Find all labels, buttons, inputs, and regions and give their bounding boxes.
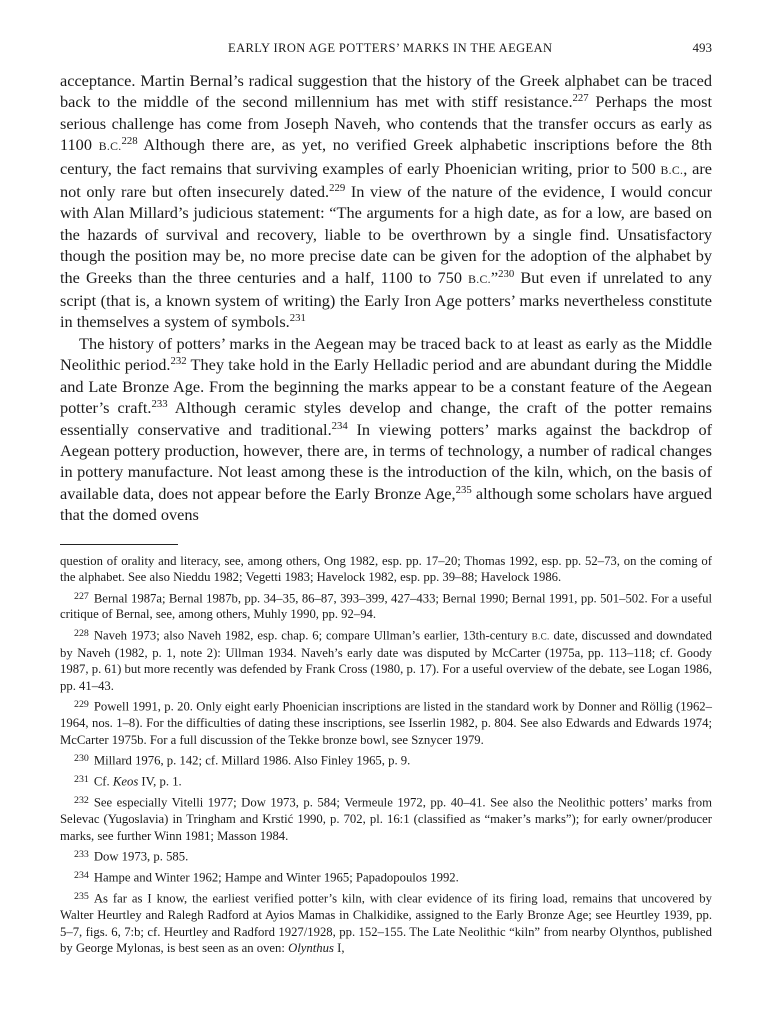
footnotes	[60, 553, 712, 957]
footnote-text: I,	[333, 941, 345, 956]
footnote-text: Millard 1976, p. 142; cf. Millard 1986. Also Finley 1965, p. 9.	[93, 753, 411, 768]
footnote-ref-230[interactable]: 230	[498, 267, 515, 280]
footnote-234	[60, 868, 712, 886]
footnote-number: 233	[74, 849, 89, 861]
footnote-233	[60, 847, 712, 865]
text-run: acceptance. Martin Bernal’s radical suggestion that the history of the Greek alphabet can be traced back to the middle of the second millennium has met with stiff resistance.	[60, 71, 712, 112]
paragraph-2	[60, 333, 712, 526]
era-abbrev: B.C.	[468, 272, 491, 286]
footnote-number: 228	[74, 627, 89, 639]
footnote-229	[60, 697, 712, 748]
main-text	[60, 70, 712, 526]
book-title: Olynthus	[288, 941, 334, 956]
footnote-235	[60, 889, 712, 956]
text-run: Although ceramic styles develop and change, the craft of the potter remains essentially conservative and traditional.	[60, 398, 713, 439]
paragraph-1	[60, 70, 712, 333]
page	[60, 40, 712, 960]
footnote-text: Powell 1991, p. 20. Only eight early Phoenician inscriptions are listed in the standard work by Donner and Röllig (1962–1964, nos. 1–8). For the difficulties of dating these inscriptions, see Isserlin 1982, p. 804. See also Edwards and Edwards 1974; McCarter 1975b. For a full discussion of the Tekke bronze bowl, see Sznycer 1979.	[60, 699, 712, 747]
footnote-number: 234	[74, 870, 89, 882]
footnote-ref-234[interactable]: 234	[331, 419, 348, 432]
footnote-number: 229	[74, 699, 89, 711]
footnote-231	[60, 772, 712, 790]
text-run: Although there are, as yet, no verified Greek alphabetic inscriptions before the 8th century, the fact remains that surviving examples of early Phoenician writing, prior to 500	[60, 135, 713, 178]
page-header	[60, 40, 712, 56]
footnote-ref-232[interactable]: 232	[170, 355, 187, 368]
footnote-228	[60, 626, 712, 694]
footnote-number: 235	[74, 891, 89, 903]
footnote-number: 230	[74, 753, 89, 765]
footnote-ref-229[interactable]: 229	[329, 182, 346, 195]
text-run: , are not only rare but often insecurely dated.	[60, 158, 712, 202]
footnote-text: As far as I know, the earliest verified potter’s kiln, with clear evidence of its firing load, remains that uncovered by Walter Heurtley and Ralegh Radford at Ayios Mamas in Chalkidike, assigned to the Early Bronze Age; see Heurtley 1939, pp. 5–7, figs. 6, 7:b; cf. Heurtley and Radford 1927/1928, pp. 152–155. The Late Neolithic “kiln” from nearby Olynthos, published by George Mylonas, is best seen as an oven:	[60, 891, 712, 956]
footnote-number: 227	[74, 590, 89, 602]
text-run: ”	[490, 267, 499, 287]
era-abbrev: B.C.	[98, 140, 122, 154]
footnote-232	[60, 793, 712, 844]
text-run: The history of potters’ marks in the Aegean may be traced back to at least as early as the Middle Neolithic period.	[60, 333, 712, 375]
footnote-number: 231	[74, 774, 89, 786]
footnote-ref-227[interactable]: 227	[572, 92, 589, 105]
footnote-text: See especially Vitelli 1977; Dow 1973, p. 584; Vermeule 1972, pp. 40–41. See also the Neolithic potters’ marks from Selevac (Yugoslavia) in Tringham and Krstić 1990, p. 702, pl. 16:1 (classified as “maker’s marks”); for early owner/producer marks, see further Winn 1981; Masson 1984.	[60, 795, 712, 843]
running-head: EARLY IRON AGE POTTERS’ MARKS IN THE AEGEAN	[228, 41, 553, 55]
text-run: although some scholars have argued that the domed ovens	[60, 483, 712, 525]
footnote-text: Naveh 1973; also Naveh 1982, esp. chap. 6; compare Ullman’s earlier, 13th-century	[93, 628, 532, 643]
text-run: But even if unrelated to any script (that is, a known system of writing) the Early Iron Age potters’ marks nevertheless constitute in themselves a system of symbols.	[60, 267, 712, 332]
text-run: Perhaps the most serious challenge has come from Joseph Naveh, who contends that the transfer occurs as early as 1100	[60, 92, 712, 155]
footnote-230	[60, 751, 712, 769]
footnote-number: 232	[74, 795, 89, 807]
text-run: They take hold in the Early Helladic period and are abundant during the Middle and Late Bronze Age. From the beginning the marks appear to be a constant feature of the Aegean potter’s craft.	[60, 355, 713, 418]
text-run: In viewing potters’ marks against the backdrop of Aegean pottery production, however, there are, in terms of technology, a number of radical changes in pottery manufacture. Not least among these is the introduction of the kiln, which, on the basis of available data, does not appear before the Early Bronze Age,	[60, 419, 713, 503]
era-abbrev: B.C.	[531, 631, 550, 642]
footnote-text: Bernal 1987a; Bernal 1987b, pp. 34–35, 86–87, 393–399, 427–433; Bernal 1990; Bernal 1991, pp. 501–502. For a useful critique of Bernal, see, among others, Muhly 1990, pp. 92–94.	[60, 590, 712, 622]
footnote-text: Dow 1973, p. 585.	[93, 849, 189, 864]
footnote-ref-235[interactable]: 235	[455, 483, 472, 496]
footnote-ref-228[interactable]: 228	[121, 135, 138, 148]
footnote-separator	[60, 544, 178, 545]
footnote-text: date, discussed and downdated by Naveh (1982, p. 1, note 2): Ullman 1934. Naveh’s early date was disputed by McCarter (1975a, pp. 113–118; cf. Goody 1987, p. 61) but more recently was defended by Frank Cross (1980, p. 17). For a useful overview of the debate, see Logan 1986, pp. 41–43.	[60, 628, 712, 693]
footnote-text: IV, p. 1.	[138, 774, 182, 789]
text-run: In view of the nature of the evidence, I would concur with Alan Millard’s judicious statement: “The arguments for a high date, as for a low, are based on the hazards of survival and recovery, liable to be overthrown by a single find. Unsatisfactory though the position may be, no more precise date can be given for the adoption of the alphabet by the Greeks than the three centuries and a half, 1100 to 750	[60, 182, 712, 287]
footnote-ref-231[interactable]: 231	[289, 312, 306, 325]
footnote-227	[60, 589, 712, 623]
journal-title: Keos	[112, 774, 139, 789]
era-abbrev: B.C.	[660, 163, 684, 177]
footnote-continuation: question of orality and literacy, see, among others, Ong 1982, esp. pp. 17–20; Thomas 1992, esp. pp. 52–73, on the coming of the alphabet. See also Nieddu 1982; Vegetti 1983; Havelock 1982, esp. pp. 39–88; Havelock 1986.	[60, 553, 712, 585]
footnote-text: Cf.	[93, 774, 113, 789]
footnote-ref-233[interactable]: 233	[151, 398, 168, 411]
footnote-text: Hampe and Winter 1962; Hampe and Winter 1965; Papadopoulos 1992.	[93, 870, 459, 885]
page-number: 493	[692, 40, 712, 55]
